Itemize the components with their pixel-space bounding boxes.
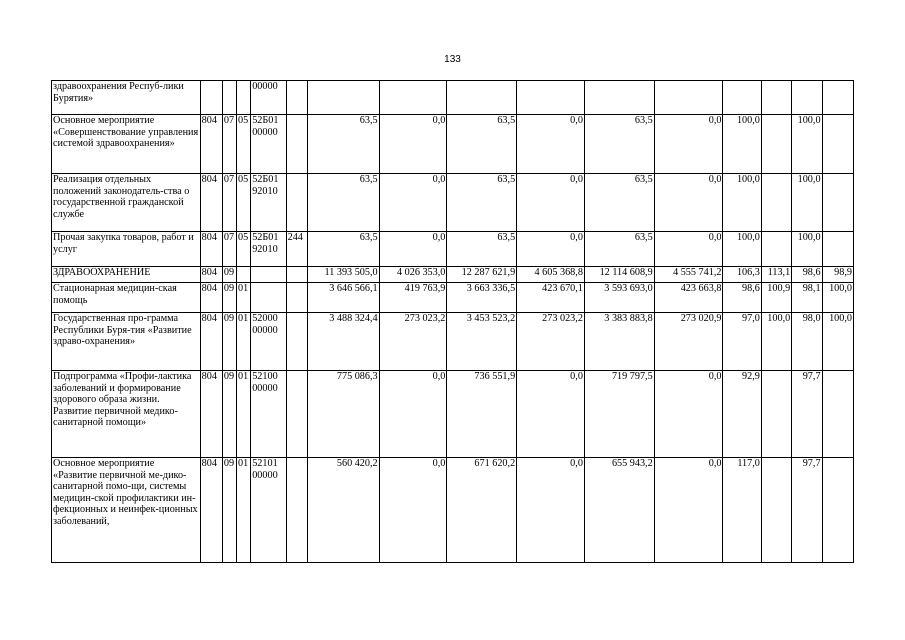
page-number: 133 xyxy=(444,54,461,65)
section-code-cell: 07 xyxy=(222,232,236,267)
grbs-code-cell: 804 xyxy=(200,267,222,283)
value-cell-9: 100,0 xyxy=(792,232,822,267)
value-cell-10 xyxy=(822,371,853,458)
value-cell-4: 0,0 xyxy=(517,371,585,458)
value-cell-10: 100,0 xyxy=(822,313,853,371)
value-cell-5: 3 383 883,8 xyxy=(584,313,654,371)
value-cell-5: 63,5 xyxy=(584,232,654,267)
value-cell-3: 12 287 621,9 xyxy=(447,267,517,283)
subsection-code-cell xyxy=(237,81,251,115)
subsection-code-cell: 01 xyxy=(237,313,251,371)
expense-type-cell xyxy=(286,267,307,283)
subsection-code-cell xyxy=(237,267,251,283)
table-row xyxy=(52,313,854,371)
value-cell-6 xyxy=(654,81,723,115)
table-row xyxy=(52,458,854,563)
value-cell-3: 3 453 523,2 xyxy=(447,313,517,371)
grbs-code-cell: 804 xyxy=(200,174,222,232)
value-cell-4: 0,0 xyxy=(517,115,585,174)
value-cell-5: 719 797,5 xyxy=(584,371,654,458)
value-cell-9: 97,7 xyxy=(792,371,822,458)
subsection-code-cell: 01 xyxy=(237,283,251,313)
value-cell-8: 113,1 xyxy=(761,267,791,283)
grbs-code-cell: 804 xyxy=(200,283,222,313)
value-cell-5: 3 593 693,0 xyxy=(584,283,654,313)
value-cell-7: 106,3 xyxy=(723,267,761,283)
subsection-code-cell: 05 xyxy=(237,115,251,174)
grbs-code-cell: 804 xyxy=(200,232,222,267)
value-cell-4: 0,0 xyxy=(517,232,585,267)
value-cell-9: 100,0 xyxy=(792,174,822,232)
target-article-cell: 52101 00000 xyxy=(251,458,286,563)
value-cell-1: 63,5 xyxy=(307,232,379,267)
section-code-cell: 07 xyxy=(222,174,236,232)
value-cell-4 xyxy=(517,81,585,115)
section-code-cell: 09 xyxy=(222,371,236,458)
value-cell-7: 92,9 xyxy=(723,371,761,458)
row-name-cell: Подпрограмма «Профи-лактика заболеваний и формирование здорового образа жизни. Развитие первичной медико-санитарной помощи» xyxy=(52,371,201,458)
section-code-cell: 09 xyxy=(222,458,236,563)
value-cell-9: 98,6 xyxy=(792,267,822,283)
target-article-cell xyxy=(251,267,286,283)
table-body xyxy=(52,81,854,563)
value-cell-8 xyxy=(761,115,791,174)
row-name-cell: Основное мероприятие «Развитие первичной ме-дико-санитарной помо-щи, системы медицин-ской профилактики ин-фекционных и неинфек-ционных заболеваний, xyxy=(52,458,201,563)
subsection-code-cell: 01 xyxy=(237,371,251,458)
value-cell-7: 100,0 xyxy=(723,174,761,232)
row-name-cell: Государственная про-грамма Республики Буря-тия «Развитие здраво-охранения» xyxy=(52,313,201,371)
value-cell-10 xyxy=(822,232,853,267)
value-cell-6: 0,0 xyxy=(654,232,723,267)
value-cell-5: 63,5 xyxy=(584,174,654,232)
value-cell-6: 0,0 xyxy=(654,458,723,563)
target-article-cell xyxy=(251,283,286,313)
value-cell-1 xyxy=(307,81,379,115)
value-cell-9: 97,7 xyxy=(792,458,822,563)
section-code-cell: 07 xyxy=(222,115,236,174)
row-name-cell: Реализация отдельных положений законодатель-ства о государственной гражданской службе xyxy=(52,174,201,232)
expense-type-cell xyxy=(286,371,307,458)
value-cell-5: 12 114 608,9 xyxy=(584,267,654,283)
target-article-cell: 00000 xyxy=(251,81,286,115)
value-cell-10 xyxy=(822,458,853,563)
grbs-code-cell: 804 xyxy=(200,115,222,174)
value-cell-2: 0,0 xyxy=(379,115,447,174)
table-row xyxy=(52,115,854,174)
value-cell-8 xyxy=(761,458,791,563)
row-name-cell: Основное мероприятие «Совершенствование управления системой здравоохранения» xyxy=(52,115,201,174)
row-name-cell: Прочая закупка товаров, работ и услуг xyxy=(52,232,201,267)
expense-type-cell xyxy=(286,174,307,232)
value-cell-8 xyxy=(761,232,791,267)
value-cell-7 xyxy=(723,81,761,115)
target-article-cell: 52000 00000 xyxy=(251,313,286,371)
value-cell-8 xyxy=(761,174,791,232)
value-cell-3: 63,5 xyxy=(447,174,517,232)
value-cell-3: 63,5 xyxy=(447,115,517,174)
value-cell-1: 63,5 xyxy=(307,115,379,174)
value-cell-8 xyxy=(761,81,791,115)
value-cell-4: 0,0 xyxy=(517,458,585,563)
value-cell-7: 100,0 xyxy=(723,115,761,174)
value-cell-7: 98,6 xyxy=(723,283,761,313)
value-cell-3: 671 620,2 xyxy=(447,458,517,563)
value-cell-6: 273 020,9 xyxy=(654,313,723,371)
value-cell-6: 0,0 xyxy=(654,115,723,174)
table-row xyxy=(52,371,854,458)
table-row xyxy=(52,267,854,283)
value-cell-1: 560 420,2 xyxy=(307,458,379,563)
expense-type-cell xyxy=(286,283,307,313)
value-cell-3: 736 551,9 xyxy=(447,371,517,458)
target-article-cell: 52Б01 92010 xyxy=(251,174,286,232)
value-cell-7: 100,0 xyxy=(723,232,761,267)
row-name-cell: Стационарная медицин-ская помощь xyxy=(52,283,201,313)
expense-type-cell xyxy=(286,115,307,174)
target-article-cell: 52Б01 00000 xyxy=(251,115,286,174)
value-cell-2: 0,0 xyxy=(379,458,447,563)
expense-type-cell xyxy=(286,313,307,371)
target-article-cell: 52100 00000 xyxy=(251,371,286,458)
value-cell-6: 0,0 xyxy=(654,174,723,232)
value-cell-10 xyxy=(822,174,853,232)
value-cell-1: 775 086,3 xyxy=(307,371,379,458)
value-cell-4: 273 023,2 xyxy=(517,313,585,371)
value-cell-7: 117,0 xyxy=(723,458,761,563)
value-cell-2: 273 023,2 xyxy=(379,313,447,371)
value-cell-8 xyxy=(761,371,791,458)
row-name-cell: ЗДРАВООХРАНЕНИЕ xyxy=(52,267,201,283)
value-cell-5: 655 943,2 xyxy=(584,458,654,563)
value-cell-1: 3 646 566,1 xyxy=(307,283,379,313)
value-cell-8: 100,0 xyxy=(761,313,791,371)
table-row xyxy=(52,232,854,267)
value-cell-4: 0,0 xyxy=(517,174,585,232)
value-cell-9: 100,0 xyxy=(792,115,822,174)
budget-table xyxy=(51,80,854,563)
value-cell-6: 4 555 741,2 xyxy=(654,267,723,283)
value-cell-3: 3 663 336,5 xyxy=(447,283,517,313)
expense-type-cell xyxy=(286,81,307,115)
value-cell-5: 63,5 xyxy=(584,115,654,174)
expense-type-cell xyxy=(286,458,307,563)
table-row xyxy=(52,174,854,232)
value-cell-2: 0,0 xyxy=(379,174,447,232)
value-cell-2 xyxy=(379,81,447,115)
subsection-code-cell: 05 xyxy=(237,174,251,232)
value-cell-1: 63,5 xyxy=(307,174,379,232)
value-cell-6: 0,0 xyxy=(654,371,723,458)
row-name-cell: здравоохранения Респуб-лики Бурятия» xyxy=(52,81,201,115)
table-row xyxy=(52,81,854,115)
value-cell-1: 3 488 324,4 xyxy=(307,313,379,371)
grbs-code-cell: 804 xyxy=(200,313,222,371)
section-code-cell: 09 xyxy=(222,267,236,283)
grbs-code-cell: 804 xyxy=(200,371,222,458)
value-cell-4: 423 670,1 xyxy=(517,283,585,313)
value-cell-2: 0,0 xyxy=(379,371,447,458)
expense-type-cell: 244 xyxy=(286,232,307,267)
grbs-code-cell xyxy=(200,81,222,115)
value-cell-2: 0,0 xyxy=(379,232,447,267)
section-code-cell: 09 xyxy=(222,283,236,313)
grbs-code-cell: 804 xyxy=(200,458,222,563)
value-cell-9: 98,0 xyxy=(792,313,822,371)
value-cell-2: 4 026 353,0 xyxy=(379,267,447,283)
value-cell-7: 97,0 xyxy=(723,313,761,371)
value-cell-1: 11 393 505,0 xyxy=(307,267,379,283)
value-cell-6: 423 663,8 xyxy=(654,283,723,313)
target-article-cell: 52Б01 92010 xyxy=(251,232,286,267)
value-cell-10 xyxy=(822,81,853,115)
value-cell-4: 4 605 368,8 xyxy=(517,267,585,283)
value-cell-10: 100,0 xyxy=(822,283,853,313)
value-cell-10 xyxy=(822,115,853,174)
value-cell-2: 419 763,9 xyxy=(379,283,447,313)
section-code-cell: 09 xyxy=(222,313,236,371)
subsection-code-cell: 05 xyxy=(237,232,251,267)
value-cell-3 xyxy=(447,81,517,115)
section-code-cell xyxy=(222,81,236,115)
value-cell-10: 98,9 xyxy=(822,267,853,283)
value-cell-5 xyxy=(584,81,654,115)
subsection-code-cell: 01 xyxy=(237,458,251,563)
value-cell-9 xyxy=(792,81,822,115)
value-cell-3: 63,5 xyxy=(447,232,517,267)
value-cell-8: 100,9 xyxy=(761,283,791,313)
value-cell-9: 98,1 xyxy=(792,283,822,313)
table-row xyxy=(52,283,854,313)
